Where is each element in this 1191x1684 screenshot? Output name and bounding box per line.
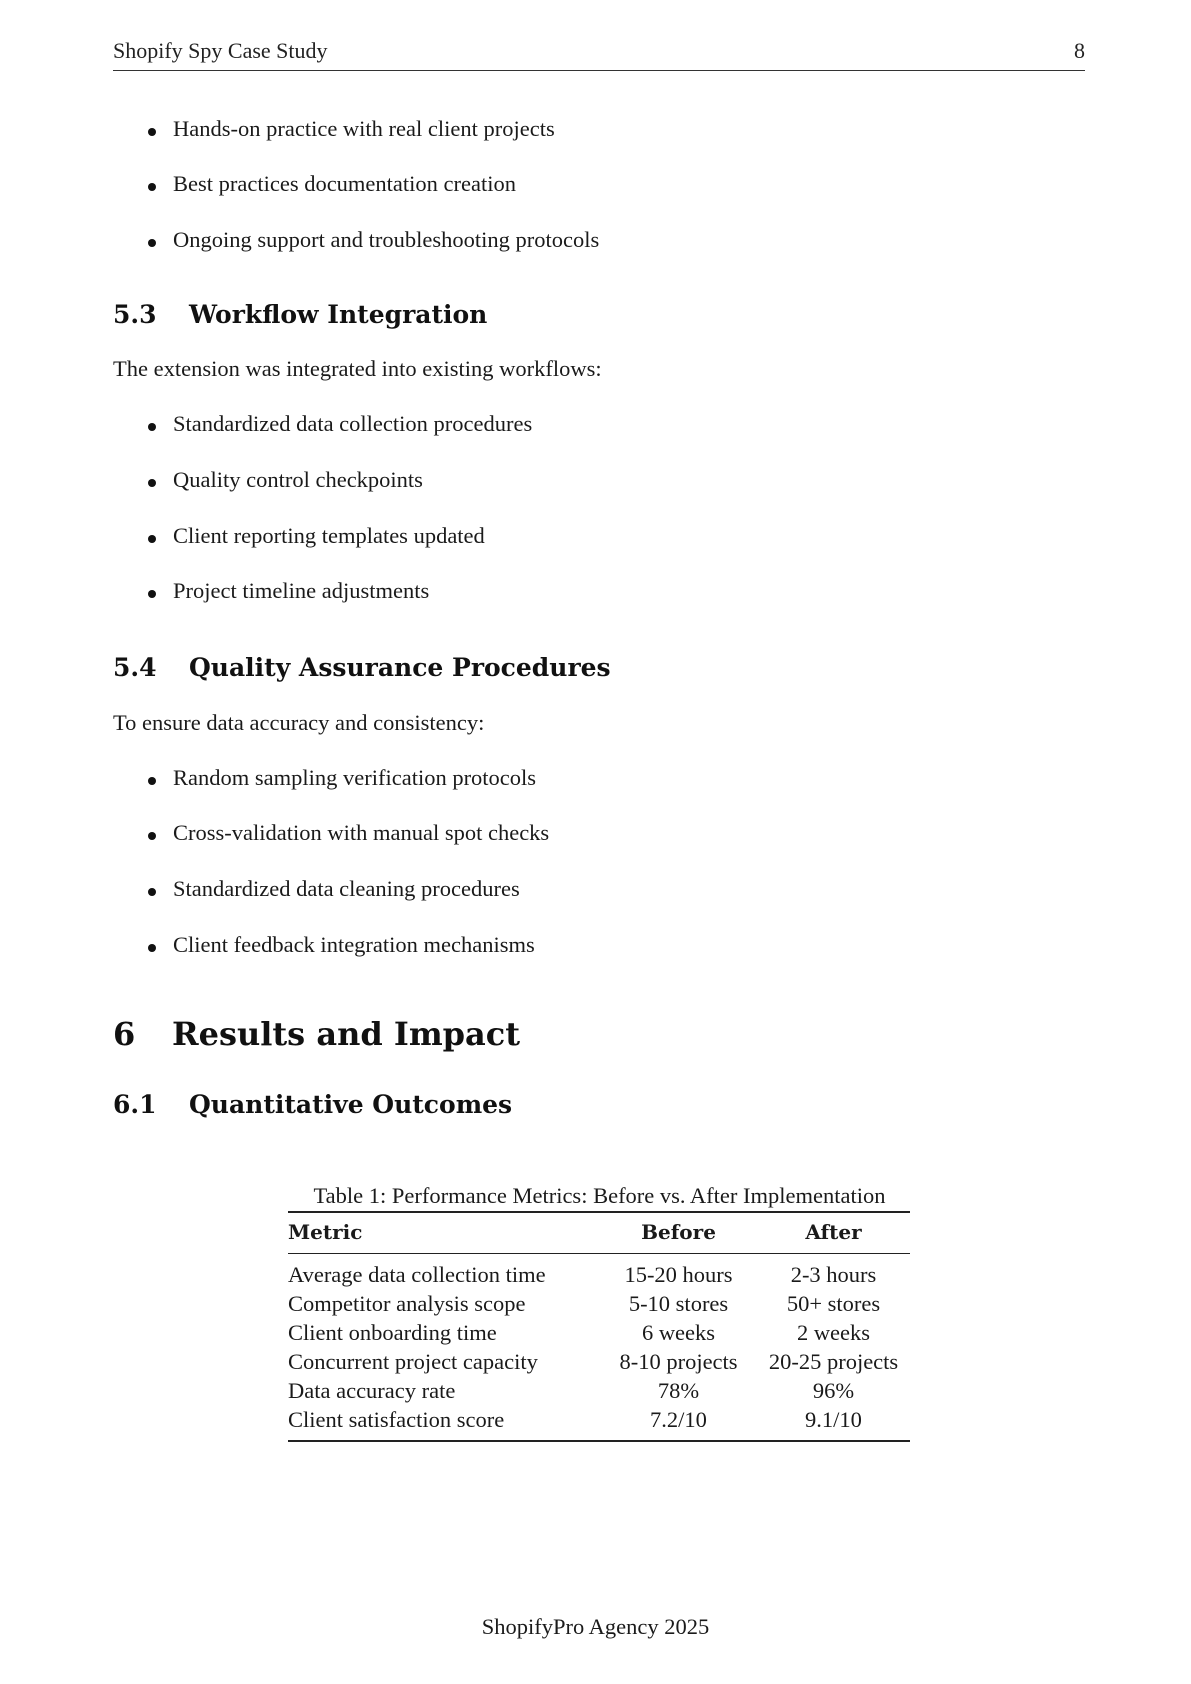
- section-title: Quality Assurance Procedures: [189, 653, 611, 682]
- section-number: 5.4: [113, 653, 157, 682]
- cell-before: 6 weeks: [641, 1320, 716, 1345]
- cell-metric: Concurrent project capacity: [288, 1349, 538, 1374]
- running-header: [113, 38, 1085, 71]
- bullet-icon: [148, 423, 156, 431]
- page-number: 8: [1074, 38, 1085, 63]
- cell-before: 7.2/10: [650, 1407, 707, 1432]
- section-title: Workflow Integration: [189, 300, 488, 329]
- bullet-icon: [148, 777, 156, 785]
- table-row: [288, 1405, 910, 1441]
- cell-after: 20-25 projects: [768, 1349, 899, 1374]
- section-number: 5.3: [113, 300, 157, 329]
- cell-metric: Average data collection time: [288, 1262, 546, 1287]
- cell-before: 8-10 projects: [619, 1349, 738, 1374]
- table-row: [288, 1347, 910, 1376]
- column-header-metric: Metric: [288, 1212, 600, 1254]
- bullet-icon: [148, 128, 156, 136]
- cell-metric: Competitor analysis scope: [288, 1291, 526, 1316]
- section-intro: To ensure data accuracy and consistency:: [113, 710, 485, 735]
- cell-before: 15-20 hours: [624, 1262, 733, 1287]
- section-number: 6: [113, 1015, 136, 1053]
- column-header-before: Before: [600, 1212, 757, 1254]
- cell-after: 9.1/10: [805, 1407, 862, 1432]
- column-header-after: After: [757, 1212, 910, 1254]
- bullet-icon: [148, 590, 156, 598]
- bullet-icon: [148, 888, 156, 896]
- cell-before: 78%: [657, 1378, 700, 1403]
- table-row: [288, 1318, 910, 1347]
- table-row: [288, 1376, 910, 1405]
- section-title: Results and Impact: [172, 1015, 521, 1053]
- bullet-icon: [148, 239, 156, 247]
- bullet-icon: [148, 535, 156, 543]
- document-page: Shopify Spy Case Study 8 Hands-on practice with real client projects Best practices documentation creation Ongoing support and troubleshooting protocols 5.3 Workflow Integration The extension was integrated into existing workflows: Standardized data collection procedures Quality control checkpoints Client reporting templates updated Project timeline adjustments 5.4 Quality Assurance Procedures To ensure data accuracy and consistency: Random sampling verification protocols Cross-validation with manual spot checks Standardized data cleaning procedures Client feedback integration mechanisms 6 Results and Impact 6.1 Quantitative Outcomes Table 1: Performance Metrics: Before vs. After Implementation Metric Before After Average data collection time 15-20 hours 2-3 hours Competitor analysis scope 5-10 stores 50+ stores Client onboarding time 6 weeks 2 weeks Concurrent project capacity 8-10 projects 20-25 projects Data accuracy rate 78% 96% Client satisfaction score 7.2/10 9.1/10 ShopifyPro Agency 2025: [0, 0, 1191, 1684]
- cell-metric: Client onboarding time: [288, 1320, 497, 1345]
- bullet-icon: [148, 479, 156, 487]
- cell-after: 96%: [812, 1378, 855, 1403]
- section-number: 6.1: [113, 1090, 157, 1119]
- cell-after: 2-3 hours: [790, 1262, 877, 1287]
- page-footer: ShopifyPro Agency 2025: [481, 1614, 710, 1639]
- bullet-icon: [148, 944, 156, 952]
- document-title: Shopify Spy Case Study: [113, 38, 328, 63]
- bullet-icon: [148, 832, 156, 840]
- table-row: [288, 1289, 910, 1318]
- bullet-icon: [148, 183, 156, 191]
- cell-after: 2 weeks: [796, 1320, 871, 1345]
- cell-after: 50+ stores: [786, 1291, 881, 1316]
- table-header-row: [288, 1212, 910, 1254]
- performance-metrics-table: [288, 1211, 910, 1442]
- cell-before: 5-10 stores: [628, 1291, 729, 1316]
- section-intro: The extension was integrated into existing workflows:: [113, 356, 602, 381]
- table-row: [288, 1254, 910, 1290]
- cell-metric: Data accuracy rate: [288, 1378, 456, 1403]
- table-caption: Table 1: Performance Metrics: Before vs. After Implementation: [313, 1183, 886, 1208]
- section-title: Quantitative Outcomes: [189, 1090, 513, 1119]
- cell-metric: Client satisfaction score: [288, 1407, 505, 1432]
